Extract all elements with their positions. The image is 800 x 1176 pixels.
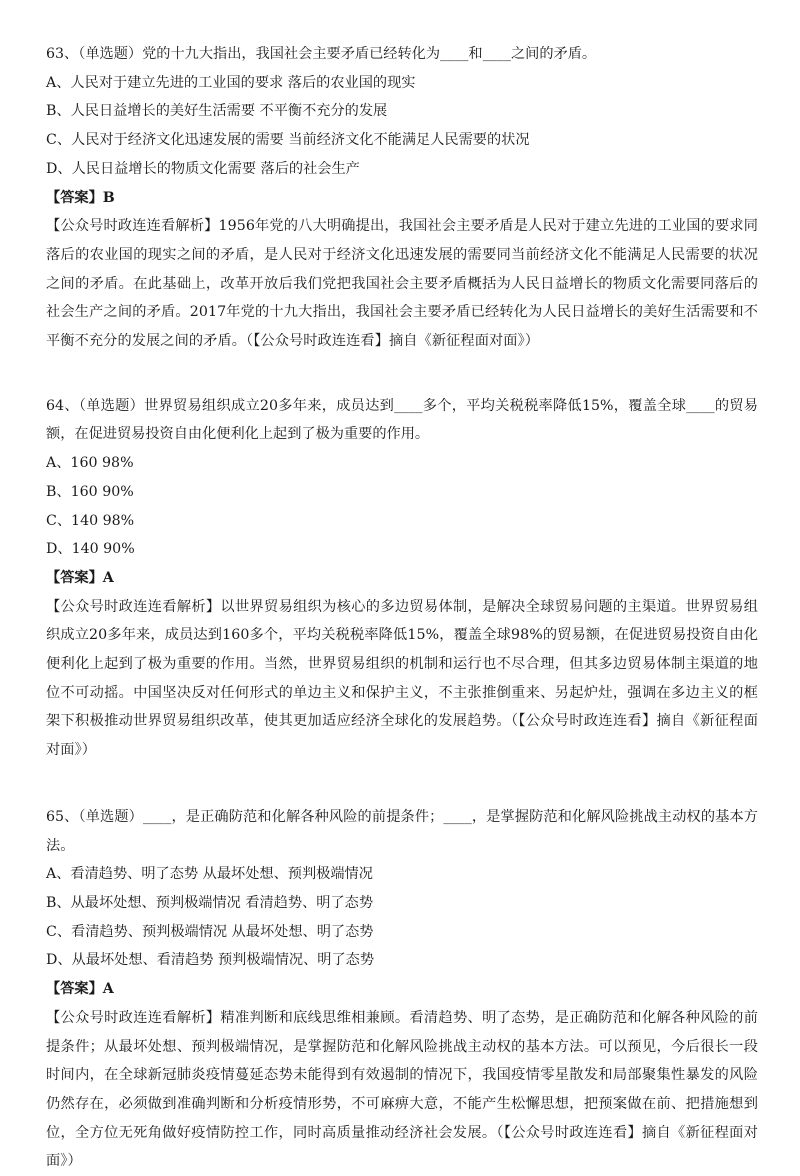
option-a: A、160 98% [46, 455, 134, 472]
question-64 [46, 392, 758, 765]
question-65 [46, 803, 758, 1176]
question-stem: 65、（单选题）____，是正确防范和化解各种风险的前提条件；____，是掌握防范和化解风险挑战主动权的基本方法。 [46, 808, 758, 854]
document-page [46, 40, 758, 1176]
explanation: 【公众号时政连连看解析】1956年党的八大明确提出，我国社会主要矛盾是人民对于建立先进的工业国的要求同落后的农业国的现实之间的矛盾，是人民对于经济文化迅速发展的需要同当前经济文化不能满足人民需要的状况之间的矛盾。在此基础上，改革开放后我们党把我国社会主要矛盾概括为人民日益增长的物质文化需要同落后的社会生产之间的矛盾。2017年党的十九大指出，我国社会主要矛盾已经转化为人民日益增长的美好生活需要和不平衡不充分的发展之间的矛盾。（【公众号时政连连看】摘自《新征程面对面》） [46, 218, 758, 350]
answer: 【答案】A [46, 569, 114, 586]
question-63 [46, 40, 758, 356]
option-b: B、160 90% [46, 483, 134, 500]
option-c: C、人民对于经济文化迅速发展的需要 当前经济文化不能满足人民需要的状况 [46, 132, 530, 149]
divider-space [46, 356, 758, 392]
option-d: D、从最坏处想、看清趋势 预判极端情况、明了态势 [46, 952, 375, 969]
option-b: B、人民日益增长的美好生活需要 不平衡不充分的发展 [46, 103, 388, 120]
explanation: 【公众号时政连连看解析】以世界贸易组织为核心的多边贸易体制，是解决全球贸易问题的主渠道。世界贸易组织成立20多年来，成员达到160多个，平均关税税率降低15%，覆盖全球98%的贸易额，在促进贸易投资自由化便利化上起到了极为重要的作用。当然，世界贸易组织的机制和运行也不尽合理，但其多边贸易体制主渠道的地位不可动摇。中国坚决反对任何形式的单边主义和保护主义，不主张推倒重来、另起炉灶，强调在多边主义的框架下积极推动世界贸易组织改革，使其更加适应经济全球化的发展趋势。（【公众号时政连连看】摘自《新征程面对面》） [46, 598, 758, 759]
answer: 【答案】A [46, 981, 114, 998]
option-b: B、从最坏处想、预判极端情况 看清趋势、明了态势 [46, 894, 374, 911]
option-a: A、看清趋势、明了态势 从最坏处想、预判极端情况 [46, 866, 373, 883]
option-c: C、看清趋势、预判极端情况 从最坏处想、明了态势 [46, 923, 374, 940]
question-stem: 64、（单选题）世界贸易组织成立20多年来，成员达到____多个，平均关税税率降低15%，覆盖全球____的贸易额，在促进贸易投资自由化便利化上起到了极为重要的作用。 [46, 397, 758, 443]
divider-space [46, 765, 758, 803]
explanation: 【公众号时政连连看解析】精准判断和底线思维相兼顾。看清趋势、明了态势，是正确防范和化解各种风险的前提条件；从最坏处想、预判极端情况，是掌握防范和化解风险挑战主动权的基本方法。可以预见，今后很长一段时间内，在全球新冠肺炎疫情蔓延态势未能得到有效遏制的情况下，我国疫情零星散发和局部聚集性暴发的风险仍然存在，必须做到准确判断和分析疫情形势，不可麻痹大意，不能产生松懈思想，把预案做在前、把措施想到位，全方位无死角做好疫情防控工作，同时高质量推动经济社会发展。（【公众号时政连连看】摘自《新征程面对面》） [46, 1009, 758, 1170]
option-d: D、140 90% [46, 541, 135, 558]
option-d: D、人民日益增长的物质文化需要 落后的社会生产 [46, 160, 360, 177]
option-c: C、140 98% [46, 512, 135, 529]
question-stem: 63、（单选题）党的十九大指出，我国社会主要矛盾已经转化为____和____之间的矛盾。 [46, 46, 597, 62]
option-a: A、人民对于建立先进的工业国的要求 落后的农业国的现实 [46, 74, 416, 91]
answer: 【答案】B [46, 189, 115, 206]
